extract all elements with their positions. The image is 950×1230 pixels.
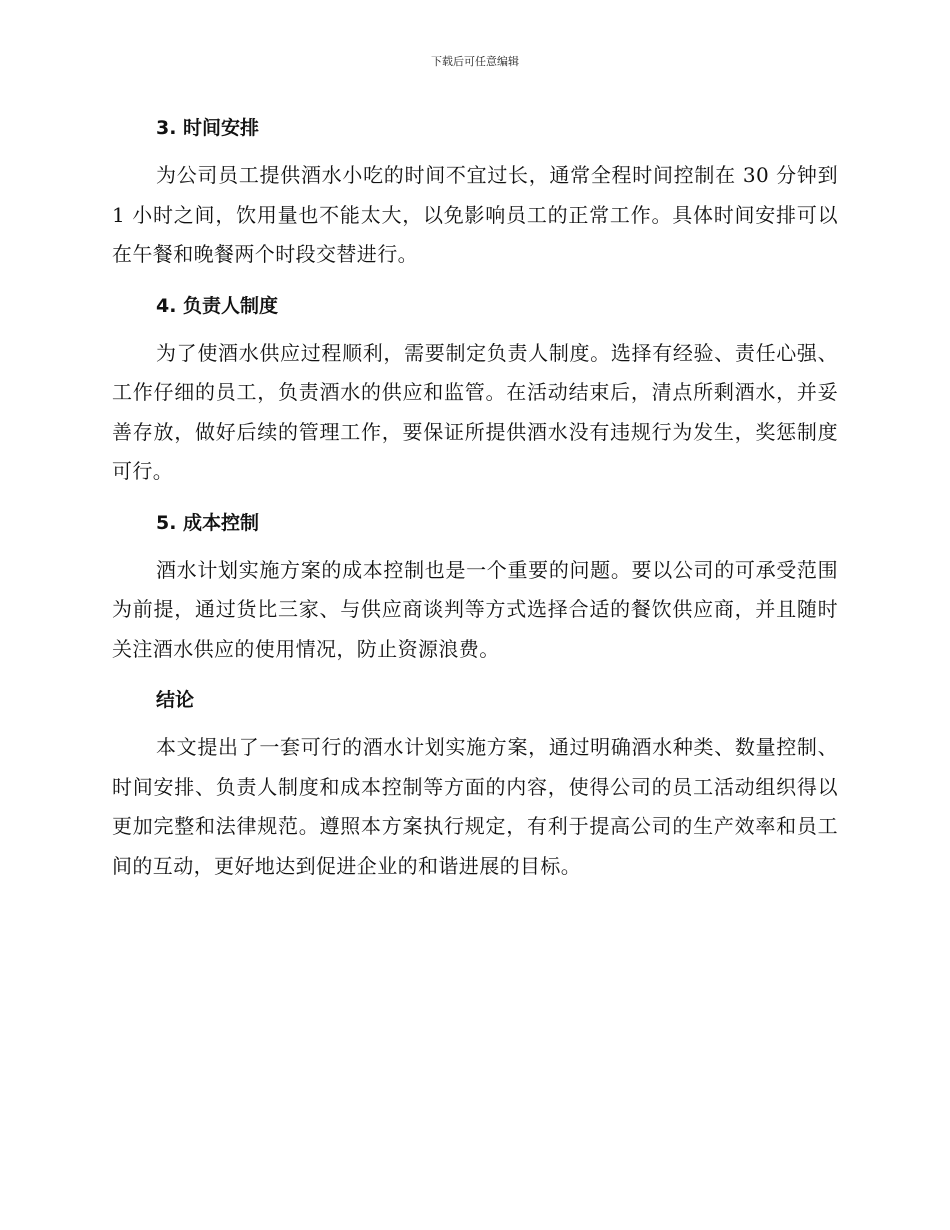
page-header: 下载后可任意编辑 — [431, 55, 519, 68]
section-conclusion — [112, 682, 838, 886]
section-heading: 5. 成本控制 — [156, 511, 260, 534]
section-paragraph: 本文提出了一套可行的酒水计划实施方案，通过明确酒水种类、数量控制、时间安排、负责人制度和成本控制等方面的内容，使得公司的员工活动组织得以更加完整和法律规范。遵照本方案执行规定，有利于提高公司的生产效率和员工间的互动，更好地达到促进企业的和谐进展的目标。 — [112, 735, 838, 878]
section-paragraph: 为了使酒水供应过程顺利，需要制定负责人制度。选择有经验、责任心强、工作仔细的员工，负责酒水的供应和监管。在活动结束后，清点所剩酒水，并妥善存放，做好后续的管理工作，要保证所提供酒水没有违规行为发生，奖惩制度可行。 — [112, 340, 838, 483]
section-heading: 4. 负责人制度 — [156, 294, 279, 317]
section-heading: 结论 — [156, 689, 195, 711]
section-responsibility — [112, 288, 838, 492]
section-cost-control — [112, 505, 838, 670]
section-heading: 3. 时间安排 — [156, 117, 260, 139]
section-time-schedule — [112, 110, 838, 275]
section-paragraph: 为公司员工提供酒水小吃的时间不宜过长，通常全程时间控制在 30 分钟到 1 小时之间，饮用量也不能太大，以免影响员工的正常工作。具体时间安排可以在午餐和晚餐两个时段交替进行。 — [112, 163, 838, 266]
document-body — [112, 110, 838, 899]
section-paragraph: 酒水计划实施方案的成本控制也是一个重要的问题。要以公司的可承受范围为前提，通过货比三家、与供应商谈判等方式选择合适的餐饮供应商，并且随时关注酒水供应的使用情况，防止资源浪费。 — [112, 557, 838, 661]
